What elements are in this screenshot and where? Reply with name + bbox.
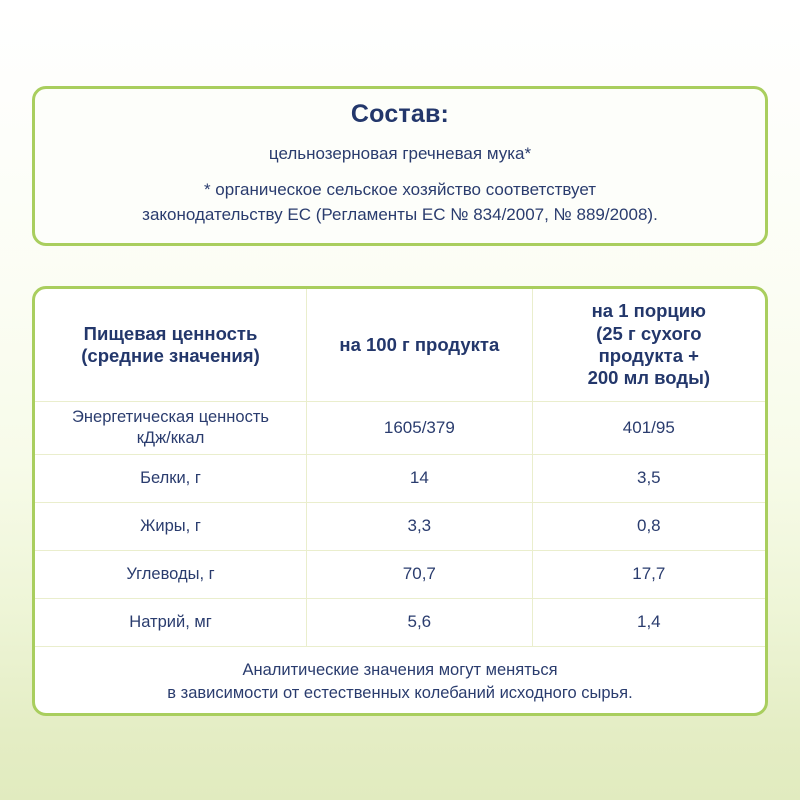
row-value-per-serving: 17,7 (532, 550, 765, 598)
header-per-serving-line-2: (25 г сухого (596, 322, 702, 344)
nutrition-table-header (35, 289, 765, 401)
row-value-per-100g: 1605/379 (307, 401, 533, 454)
header-nutrition-value-line-2: (средние значения) (81, 344, 260, 366)
nutrition-table (35, 289, 765, 716)
table-footnote-row (35, 646, 765, 716)
row-label: Белки, г (35, 454, 307, 502)
row-value-per-serving: 401/95 (532, 401, 765, 454)
table-header-row (35, 289, 765, 401)
header-per-100g (307, 289, 533, 401)
table-row (35, 454, 765, 502)
row-value-per-serving: 0,8 (532, 502, 765, 550)
header-per-serving-line-3: продукта + (598, 344, 699, 366)
table-footnote (35, 646, 765, 716)
row-value-per-100g: 14 (307, 454, 533, 502)
footnote-line-2: в зависимости от естественных колебаний исходного сырья. (167, 684, 633, 703)
row-label: Натрий, мг (35, 598, 307, 646)
nutrition-table-panel (32, 286, 768, 716)
row-label: Жиры, г (35, 502, 307, 550)
row-value-per-serving: 1,4 (532, 598, 765, 646)
row-label: Углеводы, г (35, 550, 307, 598)
table-row (35, 401, 765, 454)
row-label-line-1: Энергетическая ценность (72, 407, 269, 426)
header-per-100g-label: на 100 г продукта (339, 333, 500, 355)
table-row (35, 550, 765, 598)
nutrition-table-body (35, 401, 765, 716)
row-value-per-100g: 5,6 (307, 598, 533, 646)
footnote-line-1: Аналитические значения могут меняться (242, 660, 558, 679)
composition-note-line-1: * органическое сельское хозяйство соответствует (203, 180, 597, 200)
header-per-serving-line-1: на 1 порцию (591, 300, 706, 322)
header-nutrition-value (35, 289, 307, 401)
composition-panel (32, 86, 768, 246)
row-label-line-2: кДж/ккал (136, 428, 205, 447)
composition-title: Состав: (350, 100, 450, 128)
table-row (35, 502, 765, 550)
header-nutrition-value-line-1: Пищевая ценность (83, 322, 258, 344)
header-per-serving-line-4: 200 мл воды) (587, 366, 711, 388)
row-value-per-serving: 3,5 (532, 454, 765, 502)
composition-ingredients: цельнозерновая гречневая мука* (268, 143, 532, 163)
row-value-per-100g: 3,3 (307, 502, 533, 550)
header-per-serving (532, 289, 765, 401)
row-label (35, 401, 307, 454)
table-row (35, 598, 765, 646)
composition-note-line-2: законодательству ЕС (Регламенты ЕС № 834/2007, № 889/2008). (142, 205, 658, 225)
composition-organic-note (142, 178, 658, 227)
row-value-per-100g: 70,7 (307, 550, 533, 598)
